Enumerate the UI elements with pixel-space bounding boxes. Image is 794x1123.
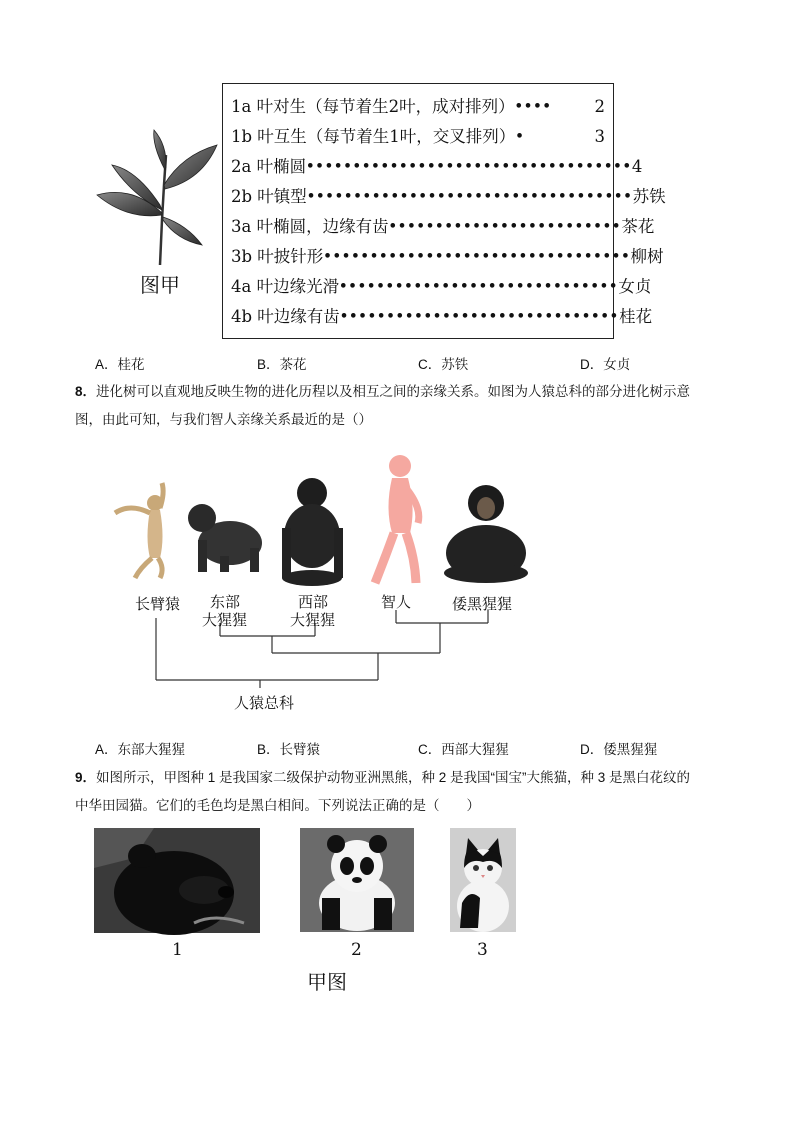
- q8-line2: 图，由此可知，与我们智人亲缘关系最近的是（）: [75, 412, 372, 427]
- homo-sapiens-image: [375, 455, 419, 583]
- q8-option-b: B．长臂猿: [257, 742, 321, 757]
- q7-option-c: C．苏铁: [418, 357, 469, 372]
- evolution-tree-figure: [100, 448, 540, 718]
- label-homo-sapiens: 智人: [381, 594, 412, 611]
- eastern-gorilla-image: [188, 504, 262, 572]
- q9-line1: 如图所示，甲图种 1 是我国家二级保护动物亚洲黑熊，种 2 是我国“国宝”大熊猫，种 3 是黑白花纹的: [96, 770, 691, 785]
- key-row: 4b 叶边缘有齿 •••••••••••••••••••••••••••••• 桂花: [231, 307, 653, 326]
- q7-option-a: A．桂花: [95, 357, 145, 372]
- photo-black-bear: [94, 828, 260, 933]
- key-row: 2b 叶镇型 ••••••••••••••••••••••••••••••••••• 苏铁: [231, 187, 666, 206]
- western-gorilla-image: [282, 478, 343, 586]
- dichotomous-key-table: [222, 83, 666, 339]
- label-gibbon: 长臂猿: [135, 596, 181, 613]
- key-row: 3b 叶披针形 ••••••••••••••••••••••••••••••••• 柳树: [231, 247, 664, 266]
- label-western: 西部: [298, 594, 329, 611]
- photo-giant-panda: [300, 828, 414, 932]
- key-row: 4a 叶边缘光滑 •••••••••••••••••••••••••••••• 女贞: [231, 277, 652, 296]
- q9-number: 9．: [75, 770, 97, 785]
- photo-label-1: 1: [172, 940, 183, 960]
- q9-stem: [75, 764, 775, 820]
- key-row: 3a 叶椭圆，边缘有齿 ••••••••••••••••••••••••• 茶花: [231, 217, 655, 236]
- key-row: 2a 叶椭圆 ••••••••••••••••••••••••••••••••••• 4: [231, 157, 643, 176]
- label-hominoidea: 人猿总科: [234, 695, 295, 712]
- q7-option-b: B．茶花: [257, 357, 307, 372]
- photo-label-2: 2: [351, 940, 362, 960]
- photo-label-3: 3: [477, 940, 488, 960]
- key-row: 1a 叶对生（每节着生2叶，成对排列） •••• 2: [231, 97, 605, 116]
- q8-option-a: A．东部大猩猩: [95, 742, 186, 757]
- q8-line1: 进化树可以直观地反映生物的进化历程以及相互之间的亲缘关系。如图为人猿总科的部分进化树示意: [96, 384, 691, 399]
- q9-line2: 中华田园猫。它们的毛色均是黑白相间。下列说法正确的是（ ）: [75, 798, 480, 813]
- photo-cat: [450, 828, 516, 932]
- label-bonobo: 倭黑猩猩: [452, 596, 513, 613]
- figure-caption-leaf: 图甲: [140, 273, 180, 297]
- label-western-gorilla: 大猩猩: [290, 612, 336, 629]
- gibbon-image: [115, 483, 163, 578]
- q8-stem: [75, 378, 765, 434]
- q7-option-d: D．女贞: [580, 357, 631, 372]
- leaf-illustration: [92, 125, 222, 265]
- q8-option-c: C．西部大猩猩: [418, 742, 509, 757]
- q8-number: 8．: [75, 384, 97, 399]
- label-eastern-gorilla: 大猩猩: [202, 612, 248, 629]
- q8-option-d: D．倭黑猩猩: [580, 742, 658, 757]
- key-row: 1b 叶互生（每节着生1叶，交叉排列） • 3: [231, 127, 605, 146]
- bonobo-image: [444, 485, 528, 583]
- figure-caption-animals: 甲图: [307, 970, 347, 994]
- label-eastern: 东部: [210, 594, 241, 611]
